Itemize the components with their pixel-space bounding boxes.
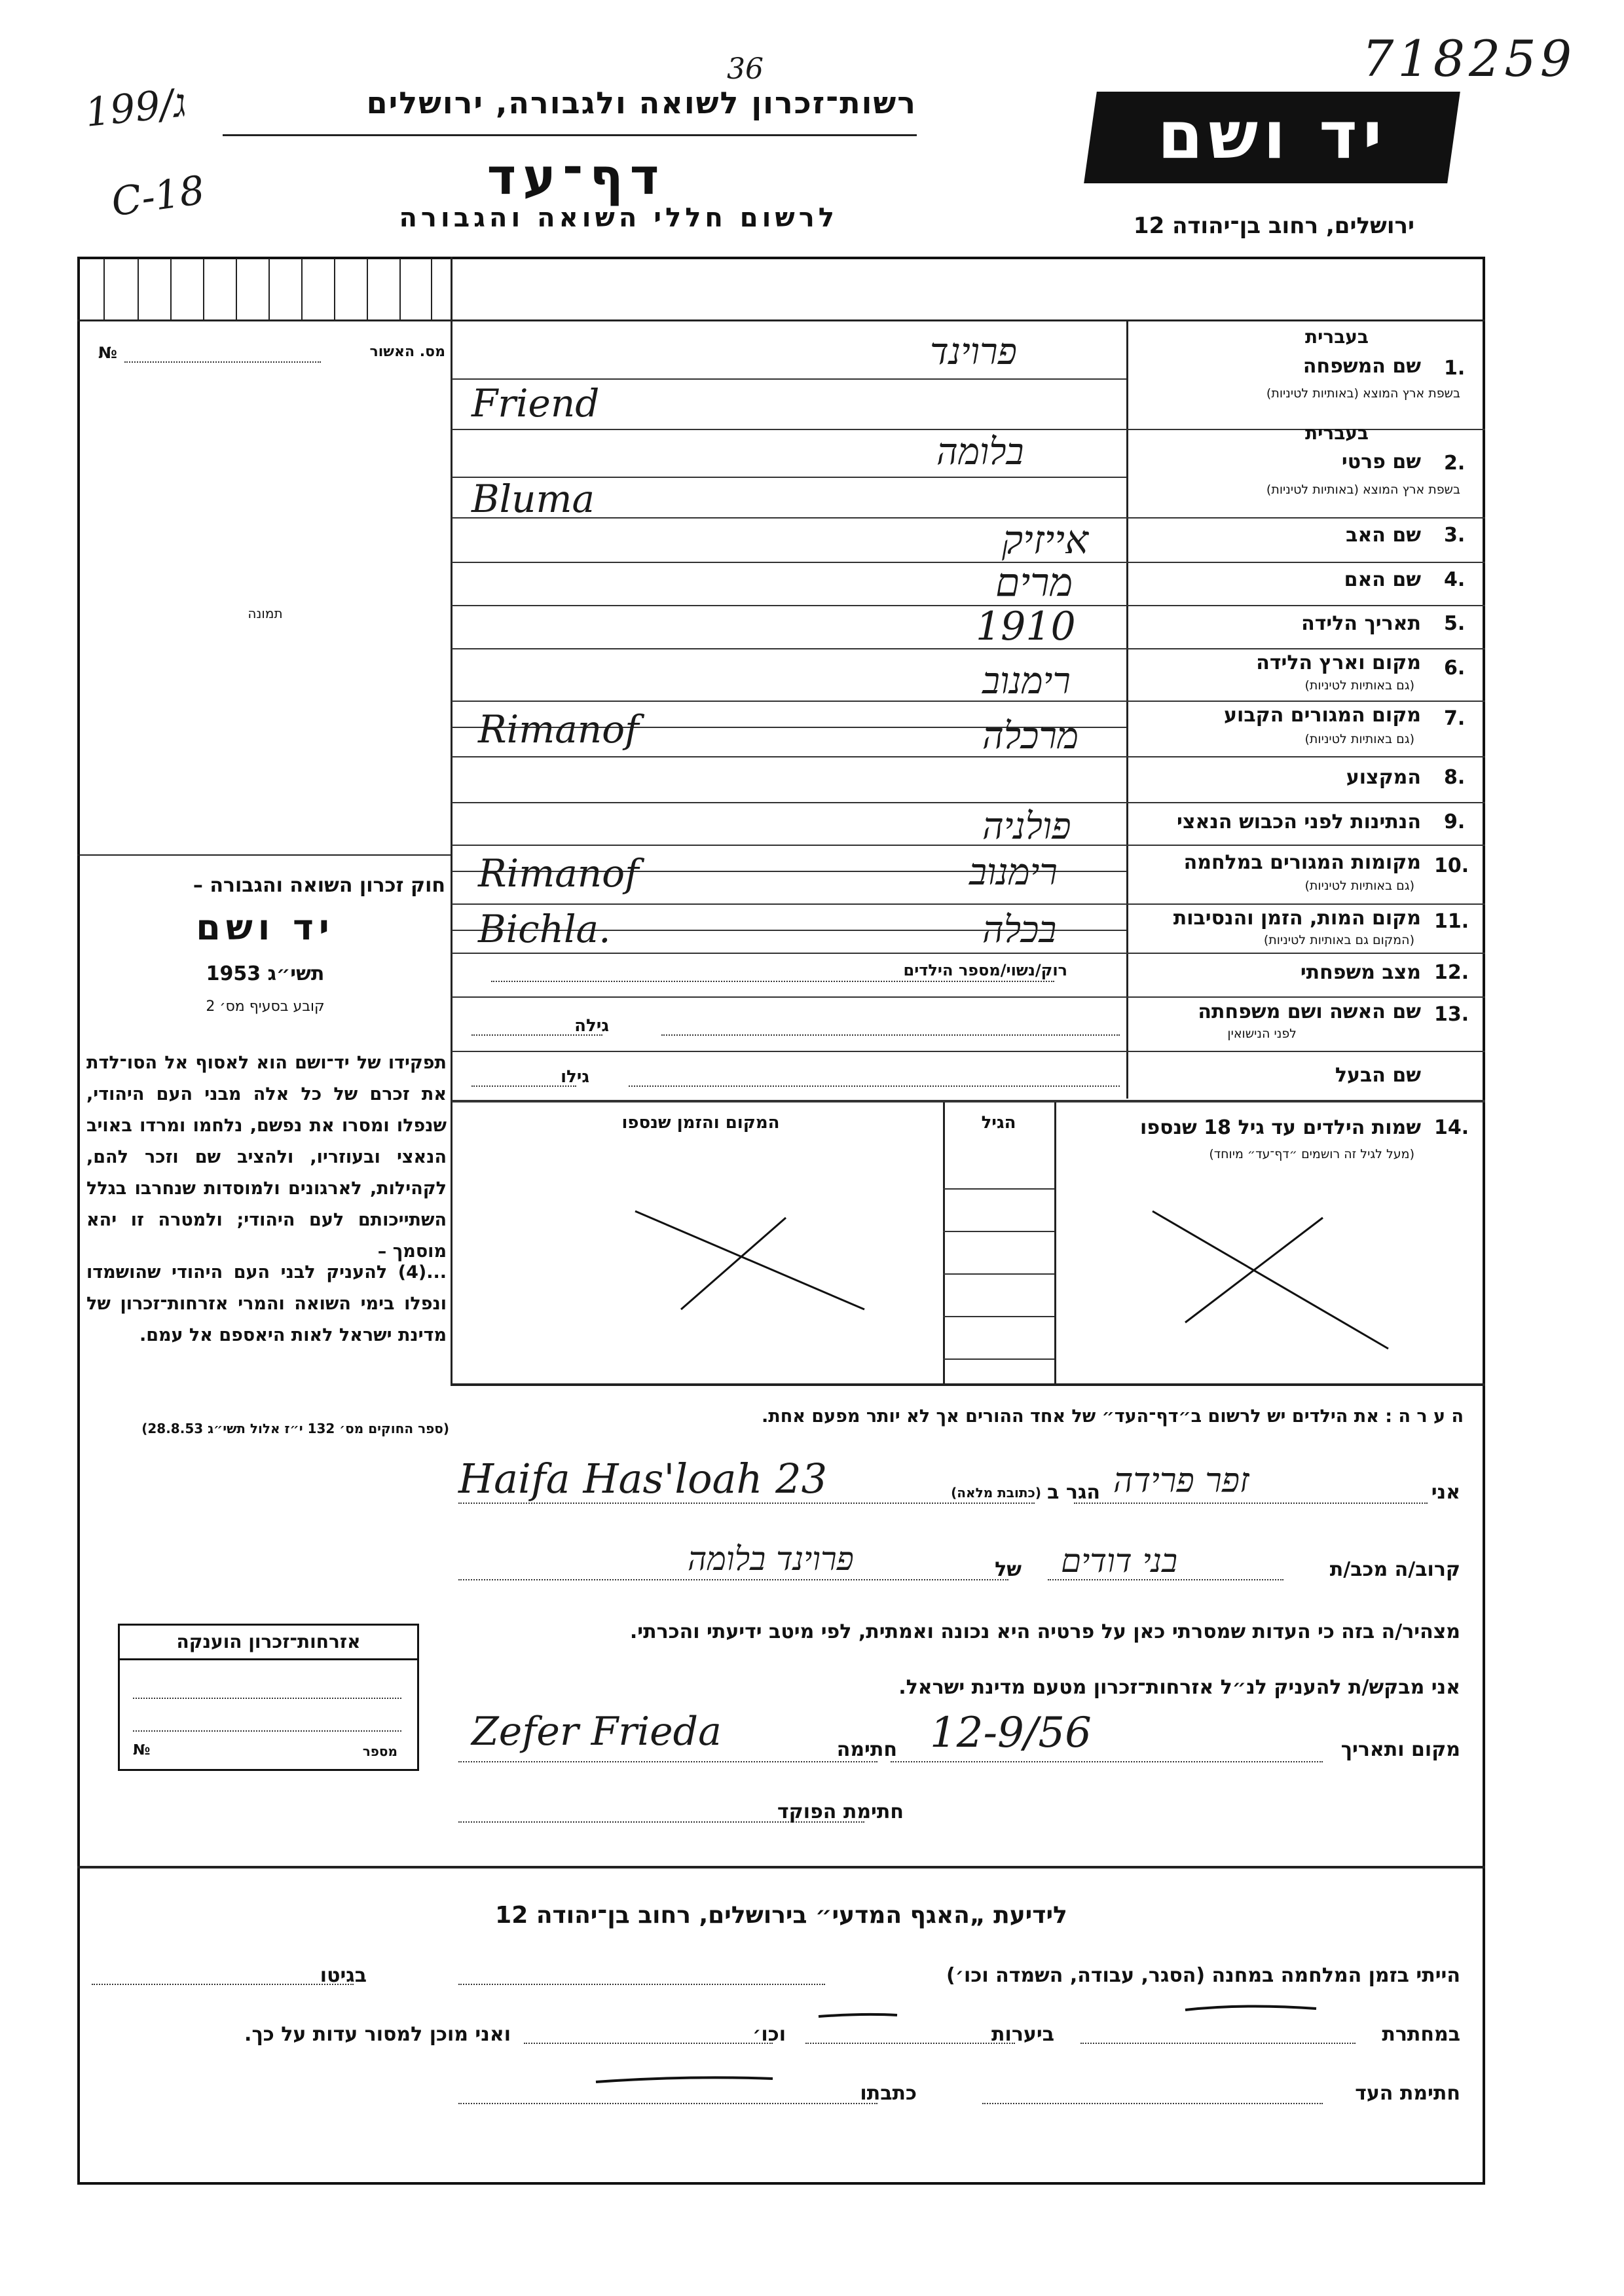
field-1-hebrew-tag: בעברית bbox=[1304, 326, 1369, 348]
photo-label: תמונה bbox=[248, 606, 283, 621]
field-10-value: רימנוב bbox=[969, 851, 1058, 894]
field-6-sub: (גם באותיות לטיניות) bbox=[1304, 678, 1414, 693]
children-age-header: הגיל bbox=[981, 1113, 1016, 1133]
field-11-latin-value: Bichla. bbox=[478, 907, 611, 951]
handwritten-mark: 36 bbox=[727, 52, 764, 86]
children-label: שמות הילדים עד גיל 18 שנספו bbox=[1140, 1116, 1421, 1139]
field-2-label: שם פרטי bbox=[1341, 450, 1421, 473]
residing-label: הגר ב bbox=[1047, 1481, 1100, 1504]
declaration-statement: מצהיר/ה בזה כי העדות שמסרתי כאן על פרטיה היא נכונה ואמתית, לפי מיטב ידיעתי והכרתי. bbox=[629, 1620, 1460, 1643]
wife-age-label: גילה bbox=[574, 1016, 609, 1036]
field-4-label: שם האם bbox=[1344, 568, 1421, 591]
field-1-sub: בשפת ארץ המוצא (באותיות לטיניות) bbox=[1266, 386, 1460, 401]
field-2-hebrew-tag: בעברית bbox=[1304, 422, 1369, 444]
yad-vashem-logo bbox=[1084, 92, 1460, 183]
law-year: תשי״ג 1953 bbox=[206, 962, 325, 985]
field-6-number: 6. bbox=[1444, 657, 1466, 680]
field-10-latin-value: Rimanof bbox=[478, 851, 639, 896]
field-9-label: הנתינות לפני הכבוש הנאצי bbox=[1177, 811, 1421, 833]
photo-placeholder bbox=[82, 376, 449, 854]
relation-name-value: פרוינד בלומה bbox=[688, 1540, 854, 1578]
field-11-value: בכלה bbox=[982, 909, 1057, 951]
field-4-number: 4. bbox=[1444, 568, 1466, 591]
record-number-label: מס. האשור bbox=[369, 344, 445, 360]
field-1-number: 1. bbox=[1444, 357, 1466, 380]
relative-label: קרוב/ה מכב/ת bbox=[1329, 1558, 1460, 1581]
record-number-sign: № bbox=[98, 344, 117, 362]
children-places-crossout bbox=[616, 1198, 891, 1322]
forests-label: ביערות bbox=[991, 2023, 1054, 2046]
field-4-value: מרים bbox=[995, 560, 1073, 606]
field-11-number: 11. bbox=[1434, 910, 1469, 933]
handwritten-serial-number: 718259 bbox=[1362, 29, 1576, 88]
handwritten-mark-c18: C-18 bbox=[108, 167, 208, 226]
field-2-hebrew-value: בלומה bbox=[936, 431, 1024, 473]
field-7-sub: (גם באותיות לטיניות) bbox=[1304, 732, 1414, 746]
husband-label: שם הבעל bbox=[1335, 1064, 1421, 1087]
signature-label: חתימה bbox=[836, 1738, 897, 1761]
authority-line: רשות־זכרון לשואה ולגבורה, ירושלים bbox=[366, 85, 917, 120]
field-10-label: מקומות המגורים במלחמה bbox=[1183, 851, 1421, 874]
ghetto-label: בגיטו bbox=[320, 1964, 367, 1987]
bottom-pen-strokes bbox=[557, 1990, 1408, 2095]
field-7-label: מקום המגורים הקבוע bbox=[1224, 704, 1421, 727]
address-value: Haifa Has'loah 23 bbox=[458, 1455, 828, 1503]
field-2-number: 2. bbox=[1444, 452, 1466, 475]
field-3-value: אייזיק bbox=[1002, 517, 1089, 563]
field-2-sub: בשפת ארץ המוצא (באותיות לטיניות) bbox=[1266, 483, 1460, 497]
field-5-number: 5. bbox=[1444, 612, 1466, 635]
citizenship-number-sign: № bbox=[133, 1742, 151, 1758]
husband-age-label: גילו bbox=[561, 1067, 589, 1087]
field-6-value: רימנוב bbox=[982, 660, 1071, 702]
children-names-crossout bbox=[1126, 1192, 1401, 1362]
place-date-label: מקום ותאריך bbox=[1340, 1738, 1460, 1761]
field-1-hebrew-value: פרוינד bbox=[930, 331, 1017, 373]
law-name: יד ושם bbox=[196, 907, 335, 948]
children-sub: (מעל לגיל זה רושמים ״דף־עד״ מיוחד) bbox=[1209, 1147, 1414, 1161]
law-source: (ספר החוקים מס׳ 132 י״ז אלול תשי״ג 28.8.53) bbox=[141, 1421, 449, 1436]
institution-address: ירושלים, רחוב בן־יהודה 12 bbox=[1133, 213, 1414, 239]
relation-value: בני דודים bbox=[1061, 1542, 1178, 1580]
law-text-1: תפקידו של יד־ושם הוא לאסוף אל הסו־לדת את זכרם של כל אלה מבני העם היהודי, שנפלו ומסרו את נפשם, נלחמו ומרדו באויב הנאצי ובעוזריו, ולהציב שם וזכר להם, לקהילות, לארגונים ולמוסדות שנחרבו בגלל השתייכותם לעם היהודי; ולמטרה זו יהא מוסמך – bbox=[86, 1053, 447, 1262]
field-7-value: מרכלה bbox=[982, 715, 1079, 757]
witness-address-label: כתבתו bbox=[860, 2082, 917, 2105]
field-12-options: רוק/נשוי/מספר הילדים bbox=[903, 961, 1067, 979]
field-14-number: 14. bbox=[1434, 1116, 1469, 1139]
testimony-willing-label: ואני מוכן למסור עדות על כך. bbox=[244, 2023, 511, 2046]
children-place-header: המקום והזמן שנספו bbox=[621, 1113, 780, 1133]
field-11-label: מקום המות, הזמן והנסיבות bbox=[1173, 907, 1421, 930]
field-13-label: שם האשה ושם משפחתה bbox=[1198, 1000, 1421, 1023]
declaration-i-label: אני bbox=[1431, 1481, 1460, 1504]
top-strip-cells bbox=[77, 259, 451, 319]
field-9-number: 9. bbox=[1444, 811, 1466, 833]
citizenship-title: אזרחות־זכרון הוענקה bbox=[176, 1631, 361, 1652]
underground-label: במחתרת bbox=[1382, 2023, 1460, 2046]
field-1-label: שם המשפחה bbox=[1302, 355, 1421, 378]
official-signature-label: חתימת הפוקד bbox=[777, 1800, 904, 1823]
field-11-sub: (המקום גם באותיות לטיניות) bbox=[1263, 933, 1414, 947]
field-5-label: תאריך הלידה bbox=[1301, 612, 1421, 635]
field-1-latin-value: Friend bbox=[471, 381, 600, 426]
field-12-number: 12. bbox=[1434, 961, 1469, 984]
field-13-sub: לפני הנישואין bbox=[1227, 1027, 1297, 1041]
note-line: ה ע ר ה : את הילדים יש לרשום ב״דף־העד״ של אחד ההורים אך לא יותר מפעם אחת. bbox=[762, 1406, 1464, 1427]
form-title: דף־עד bbox=[487, 147, 666, 206]
field-5-value: 1910 bbox=[976, 604, 1076, 649]
law-clause: קובע בסעיף מס׳ 2 bbox=[206, 998, 325, 1015]
signature-value: Zefer Frieda bbox=[471, 1709, 722, 1755]
field-10-sub: (גם באותיות לטיניות) bbox=[1304, 879, 1414, 893]
field-12-label: מצב משפחתי bbox=[1300, 961, 1421, 984]
field-8-label: המקצוע bbox=[1346, 766, 1421, 789]
field-7-latin-value: Rimanof bbox=[478, 707, 639, 752]
declaration-request: אני מבקש/ת להעניק לנ״ל אזרחות־זכרון מטעם מדינת ישראל. bbox=[898, 1676, 1460, 1699]
field-2-latin-value: Bluma bbox=[471, 477, 595, 521]
date-value: 12-9/56 bbox=[930, 1709, 1092, 1757]
law-text-2: ...(4) להעניק לבני העם היהודי שהושמדו ונפלו בימי השואה והמרי אזרחות־זכרון של מדינת ישראל לאות היאספם אל עמם. bbox=[86, 1262, 447, 1345]
scientific-dept-heading: לידיעת „האגף המדעי״ בירושלים, רחוב בן־יהודה 12 bbox=[495, 1902, 1067, 1929]
declarant-name-value: זפר פרידה bbox=[1113, 1461, 1249, 1501]
of-label: של bbox=[995, 1558, 1022, 1581]
field-3-number: 3. bbox=[1444, 524, 1466, 547]
law-title: חוק זכרון השואה והגבורה – bbox=[193, 874, 445, 897]
field-7-number: 7. bbox=[1444, 707, 1466, 730]
citizenship-number-label: מספר bbox=[362, 1743, 397, 1759]
field-8-number: 8. bbox=[1444, 766, 1466, 789]
field-10-number: 10. bbox=[1434, 854, 1469, 877]
citizenship-box bbox=[118, 1624, 419, 1771]
etc-label: וכו׳ bbox=[752, 2023, 786, 2046]
field-13-number: 13. bbox=[1434, 1003, 1469, 1026]
witness-signature-label: חתימת העד bbox=[1355, 2082, 1460, 2105]
form-subtitle: לרשום חללי השואה והגבורה bbox=[399, 203, 838, 233]
camp-line-label: הייתי בזמן המלחמה במחנה (הסגר, עבודה, השמדה וכו׳) bbox=[946, 1964, 1460, 1987]
field-6-label: מקום וארץ הלידה bbox=[1256, 651, 1421, 674]
full-address-label: (כתובת מלאה) bbox=[951, 1485, 1041, 1501]
field-3-label: שם האב bbox=[1346, 524, 1421, 547]
logo-text: יד ושם bbox=[1157, 97, 1388, 173]
handwritten-file-number: 199/ג bbox=[83, 80, 189, 136]
field-9-value: פולניה bbox=[982, 805, 1071, 848]
